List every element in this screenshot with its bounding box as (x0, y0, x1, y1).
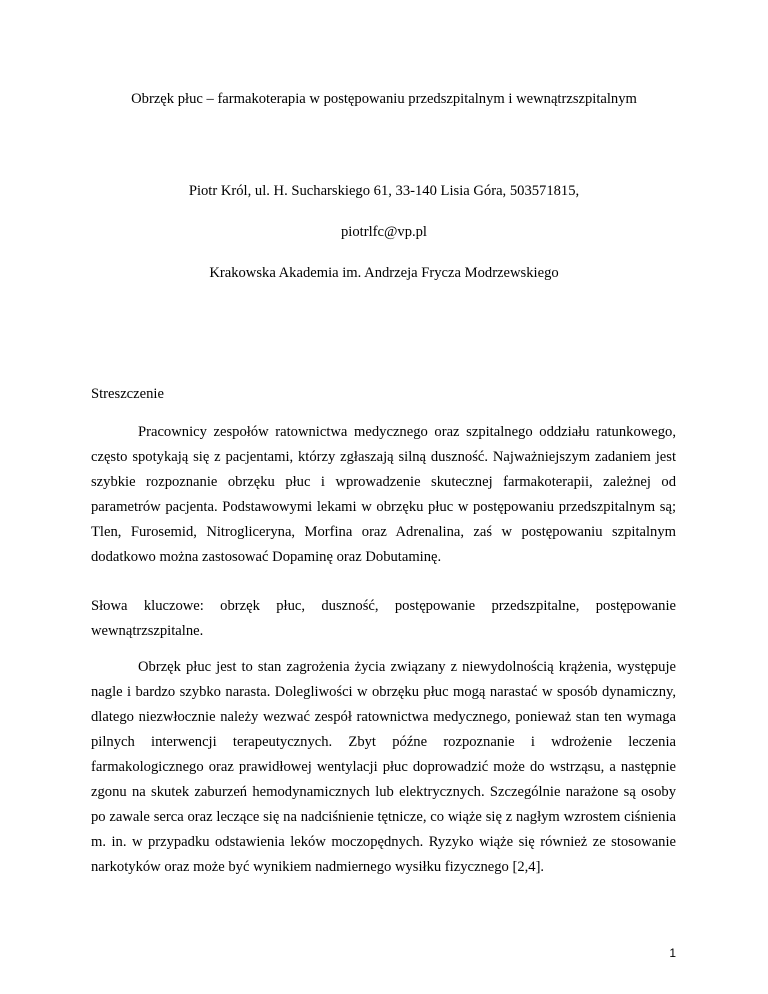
affiliation: Krakowska Akademia im. Andrzeja Frycza Modrzewskiego (209, 265, 559, 281)
page-number: 1 (669, 946, 676, 960)
author-email: piotrlfc@vp.pl (341, 224, 427, 240)
document-title: Obrzęk płuc – farmakoterapia w postępowaniu przedszpitalnym i wewnątrzszpitalnym (131, 91, 637, 107)
body-paragraph: Obrzęk płuc jest to stan zagrożenia życia związany z niewydolnością krążenia, występuje nagle i bardzo szybko narasta. Dolegliwości w obrzęku płuc mogą narastać w sposób dynamiczny, dlatego niezwłocznie należy wezwać zespół ratownictwa medycznego, ponieważ stan ten wymaga pilnych interwencji terapeutycznych. Zbyt późne rozpoznanie i wdrożenie leczenia farmakologicznego oraz prawidłowej wentylacji płuc doprowadzić może do wstrząsu, a następnie zgonu na skutek zaburzeń hemodynamicznych lub elektrycznych. Szczególnie narażone są osoby po zawale serca oraz leczące się na nadciśnienie tętnicze, co wiąże się z nagłym wzrostem ciśnienia m. in. w przypadku odstawienia leków moczopędnych. Ryzyko wiąże się również ze stosowanie narkotyków oraz może być wynikiem nadmiernego wysiłku fizycznego [2,4]. (91, 659, 676, 875)
abstract-paragraph: Pracownicy zespołów ratownictwa medycznego oraz szpitalnego oddziału ratunkowego, często spotykają się z pacjentami, którzy zgłaszają silną duszność. Najważniejszym zadaniem jest szybkie rozpoznanie obrzęku płuc i wprowadzenie skutecznej farmakoterapii, zależnej od parametrów pacjenta. Podstawowymi lekami w obrzęku płuc w postępowaniu przedszpitalnym są; Tlen, Furosemid, Nitrogliceryna, Morfina oraz Adrenalina, zaś w postępowaniu szpitalnym dodatkowo można zastosować Dopaminę oraz Dobutaminę. (91, 424, 676, 565)
abstract-heading: Streszczenie (91, 386, 164, 402)
author-line: Piotr Król, ul. H. Sucharskiego 61, 33-140 Lisia Góra, 503571815, (188, 183, 580, 199)
keywords-paragraph: Słowa kluczowe: obrzęk płuc, duszność, postępowanie przedszpitalne, postępowanie wewnątrzszpitalne. (91, 598, 676, 639)
